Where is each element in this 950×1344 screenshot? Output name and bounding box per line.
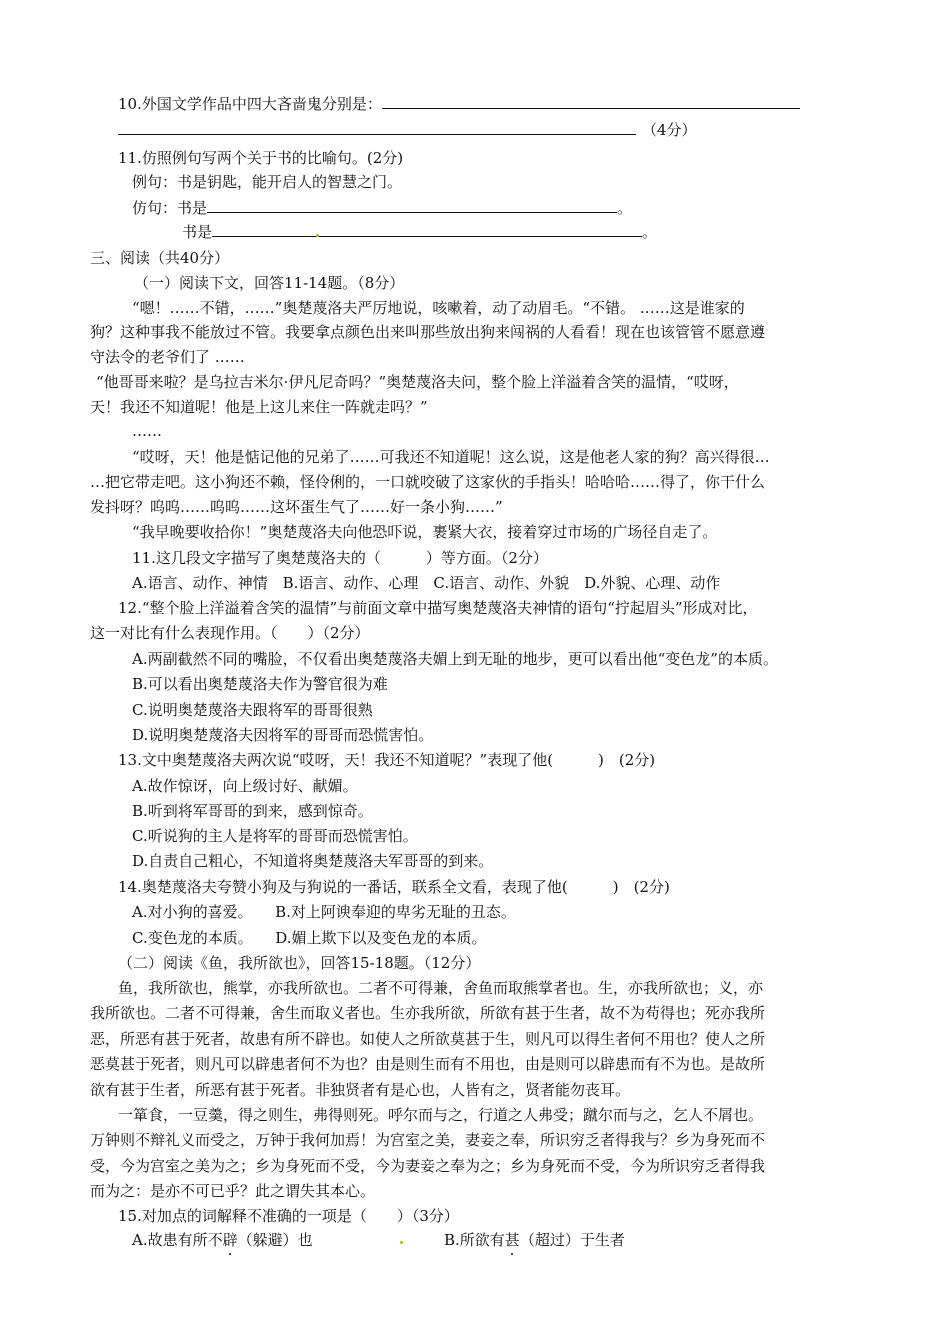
q13-option-b[interactable]: B.听到将军哥哥的到来，感到惊奇。 [132,802,373,820]
passage1-line: 狗？这种事我不能放过不管。我要拿点颜色出来叫那些放出狗来闯祸的人看看！现在也该管管不愿意遵 [90,323,766,341]
q10-score: （4分） [642,121,697,139]
passage1-line: 发抖呀？呜呜……呜呜……这坏蛋生气了……好一条小狗……” [90,498,503,516]
q15-option-b-gloss: （超过）于生者 [519,1231,625,1249]
part1-title: （一）阅读下文，回答11-14题。（8分） [134,274,405,292]
q11-writing-title: 11.仿照例句写两个关于书的比喻句。(2分) [118,149,404,167]
q10-answer-blank-2[interactable] [118,120,636,135]
q12-option-d[interactable]: D.说明奥楚蔑洛夫因将军的哥哥而恐慌害怕。 [132,726,434,744]
passage2-line: 恶，所恶有甚于死者，故患有所不辟也。如使人之所欲莫甚于生，则凡可以得生者何不用也？使人之所 [90,1030,766,1048]
q11-imitate-blank-1[interactable] [207,198,617,213]
q12-option-b[interactable]: B.可以看出奥楚蔑洛夫作为警官很为难 [132,675,388,693]
passage2-line: 欲有甚于生者，所恶有甚于死者。非独贤者有是心也，人皆有之，贤者能勿丧耳。 [90,1081,631,1099]
q10-line [118,94,800,114]
passage1-line: …把它带走吧。这小狗还不赖，怪伶俐的，一口就咬破了这家伙的手指头！哈哈哈……得了，你干什么 [90,473,766,491]
q11-stem: 11.这几段文字描写了奥楚蔑洛夫的（ ）等方面。（2分） [132,549,548,567]
q15-stem: 15.对加点的词解释不准确的一项是（ ）（3分） [118,1207,459,1225]
passage1-line: “他哥哥来啦？是乌拉吉米尔·伊凡尼奇吗？”奥楚蔑洛夫问，整个脸上洋溢着含笑的温情，“哎呀， [96,373,739,391]
q11-example: 例句：书是钥匙，能开启人的智慧之门。 [132,173,403,191]
q11-imitate-label: 仿句：书是 [132,199,208,217]
q11-imitate-blank-2[interactable] [212,222,642,237]
q15-option-a-dotted-word: 辟 [222,1231,238,1249]
q15-option-b[interactable] [444,1230,625,1250]
passage1-line: 守法令的老爷们了 …… [90,348,245,366]
q12-option-c[interactable]: C.说明奥楚蔑洛夫跟将军的哥哥很熟 [132,701,373,719]
passage2-line: 而为之：是亦不可已乎？此之谓失其本心。 [90,1182,376,1200]
q12-stem: 12.“整个脸上洋溢着含笑的温情”与前面文章中描写奥楚蔑洛夫神情的语句“拧起眉头”形成对比， [118,599,758,617]
q15-option-a-text: A.故患有所不 [132,1231,223,1249]
q15-option-b-dotted-word: 甚 [504,1231,520,1249]
q14-stem: 14.奥楚蔑洛夫夸赞小狗及与狗说的一番话，联系全文看，表现了他( ) (2分) [118,878,670,896]
q11-options[interactable]: A.语言、动作、神情 B.语言、动作、心理 C.语言、动作、外貌 D.外貌、心理、动作 [132,574,721,592]
q11-imitate-line-2 [182,222,657,242]
passage2-line: 鱼，我所欲也，熊掌，亦我所欲也。二者不可得兼，舍鱼而取熊掌者也。生，亦我所欲也；义，亦 [118,979,764,997]
passage2-line: 我所欲也。二者不可得兼，舍生而取义者也。生亦我所欲，所欲有甚于生者，故不为苟得也；死亦我所 [90,1004,766,1022]
q13-option-a[interactable]: A.故作惊讶，向上级讨好、献媚。 [132,777,358,795]
passage1-line: “哎呀，天！他是惦记他的兄弟了……可我还不知道呢！这么说，这是他老人家的狗？高兴得很… [132,448,770,466]
passage1-line: 天！我还不知道呢！他是上这儿来住一阵就走吗？” [90,398,428,416]
q10-line-2 [118,120,697,140]
q14-options-cd[interactable]: C.变色龙的本质。 D.媚上欺下以及变色龙的本质。 [132,929,487,947]
q11-imitate-line-1 [132,198,632,218]
q13-option-d[interactable]: D.自责自己粗心，不知道将奥楚蔑洛夫军哥哥的到来。 [132,852,494,870]
q15-option-a[interactable] [132,1230,313,1250]
passage2-line: 受，今为宫室之美为之；乡为身死而不受，今为妻妾之奉为之；乡为身死而不受，今为所识穷乏者得我 [90,1157,766,1175]
decorative-dot [316,234,319,237]
passage1-line: “嗯！……不错，……”奥楚蔑洛夫严厉地说，咳嗽着，动了动眉毛。“不错。 ……这是谁家的 [132,299,745,317]
q13-stem: 13.文中奥楚蔑洛夫两次说“哎呀，天！我还不知道呢？”表现了他( ) (2分) [118,751,656,769]
decorative-dot [400,1241,403,1244]
part2-title: （二）阅读《鱼，我所欲也》，回答15-18题。（12分） [118,954,481,972]
q10-answer-blank-1[interactable] [382,94,800,109]
q14-options-ab[interactable]: A.对小狗的喜爱。 B.对上阿谀奉迎的卑劣无耻的丑态。 [132,903,516,921]
q15-option-b-text: B.所欲有 [444,1231,505,1249]
passage1-line: “我早晚要收拾你！”奥楚蔑洛夫向他恐吓说，裹紧大衣，接着穿过市场的广场径自走了。 [132,523,718,541]
q13-option-c[interactable]: C.听说狗的主人是将军的哥哥而恐慌害怕。 [132,827,418,845]
q11-period-2: 。 [642,223,658,241]
q15-option-a-gloss: （躲避）也 [237,1231,313,1249]
q12-stem-2: 这一对比有什么表现作用。（ ）（2分） [90,624,370,642]
passage2-line: 恶莫甚于死者，则凡可以辟患者何不为也？由是则生而有不用也，由是则可以辟患而有不为也。是故所 [90,1055,766,1073]
q12-option-a[interactable]: A.两副截然不同的嘴脸，不仅看出奥楚蔑洛夫媚上到无耻的地步，更可以看出他“变色龙”的本质。 [132,650,778,668]
q10-text: 10.外国文学作品中四大吝啬鬼分别是： [118,95,382,113]
q11-second-label: 书是 [182,223,213,241]
passage1-line: …… [132,422,162,440]
q11-period-1: 。 [617,199,633,217]
passage2-line: 一箪食，一豆羹，得之则生，弗得则死。呼尔而与之，行道之人弗受；蹴尔而与之，乞人不屑也。 [118,1106,764,1124]
section3-title: 三、阅读（共40分） [90,249,230,267]
passage2-line: 万钟则不辩礼义而受之，万钟于我何加焉！为宫室之美，妻妾之奉，所识穷乏者得我与？乡为身死而不 [90,1131,766,1149]
